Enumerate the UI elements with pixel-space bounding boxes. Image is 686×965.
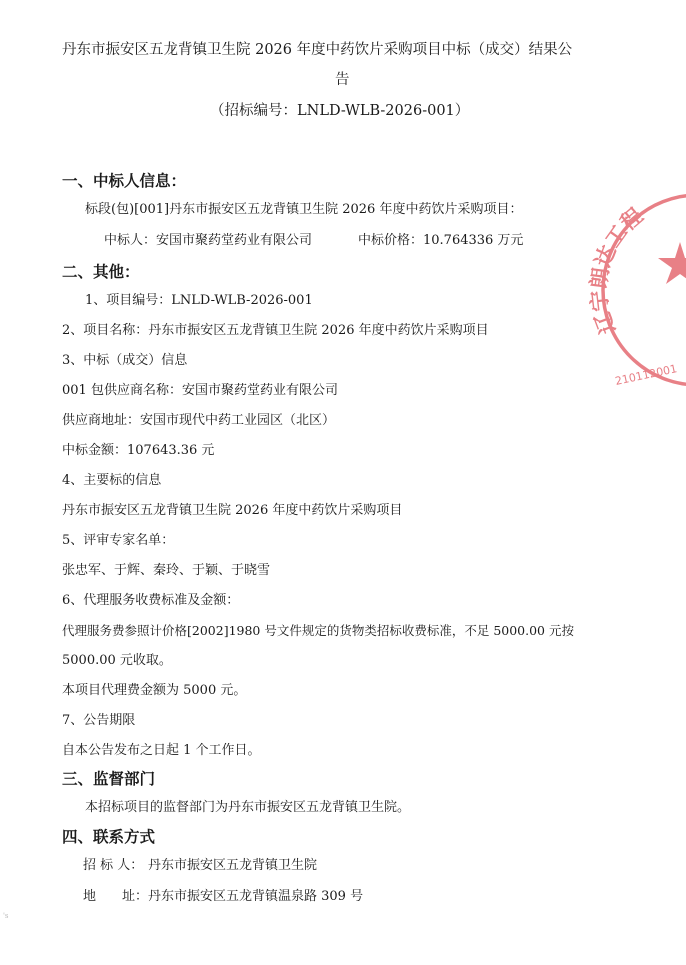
info-line: 丹东市振安区五龙背镇卫生院 2026 年度中药饮片采购项目 [62,503,403,518]
info-line: 001 包供应商名称：安国市聚药堂药业有限公司 [62,383,338,398]
section-heading-other: 二、其他： [62,263,140,281]
seal-text: 辽宁朗达工程 [586,203,648,338]
title-line-2: 告 [335,72,350,88]
info-line: 4、主要标的信息 [62,473,162,488]
winning-bidder: 中标人：安国市聚药堂药业有限公司 [104,233,313,248]
section-heading-contact: 四、联系方式 [62,828,156,846]
tender-number: （招标编号：LNLD-WLB-2026-001） [210,103,470,119]
tenderer-label: 招 标 人： [83,858,144,873]
company-seal [586,180,686,405]
info-line: 供应商地址：安国市现代中药工业园区（北区） [62,413,336,428]
corner-mark: 's [3,912,9,920]
info-line: 6、代理服务收费标准及金额： [62,593,240,608]
info-line: 本项目代理费金额为 5000 元。 [62,683,247,698]
winning-price: 中标价格：10.764336 万元 [358,233,524,248]
seal-code: 210112001 [613,362,679,388]
section-heading-winner-info: 一、中标人信息： [62,172,187,190]
info-line: 1、项目编号：LNLD-WLB-2026-001 [85,293,313,308]
info-line: 代理服务费参照计价格[2002]1980 号文件规定的货物类招标收费标准，不足 5000.00 元按 [62,623,574,638]
tenderer-name: 丹东市振安区五龙背镇卫生院 [148,858,318,873]
info-line: 7、公告期限 [62,713,136,728]
info-line: 张忠军、于辉、秦玲、于颖、于晓雪 [62,563,271,578]
info-line: 5、评审专家名单： [62,533,175,548]
title-line-1: 丹东市振安区五龙背镇卫生院 2026 年度中药饮片采购项目中标（成交）结果公 [62,42,573,58]
info-line: 5000.00 元收取。 [62,653,172,668]
info-line: 中标金额：107643.36 元 [62,443,215,458]
address-value: 丹东市振安区五龙背镇温泉路 309 号 [148,889,364,904]
seal-star-icon [658,242,686,284]
info-line: 2、项目名称：丹东市振安区五龙背镇卫生院 2026 年度中药饮片采购项目 [62,323,489,338]
supervision-text: 本招标项目的监督部门为丹东市振安区五龙背镇卫生院。 [85,800,411,815]
info-line: 3、中标（成交）信息 [62,353,188,368]
lot-info: 标段(包)[001]丹东市振安区五龙背镇卫生院 2026 年度中药饮片采购项目： [85,202,523,217]
address-label: 地 址： [83,889,149,904]
section-heading-supervision: 三、监督部门 [62,770,156,788]
info-line: 自本公告发布之日起 1 个工作日。 [62,743,261,758]
